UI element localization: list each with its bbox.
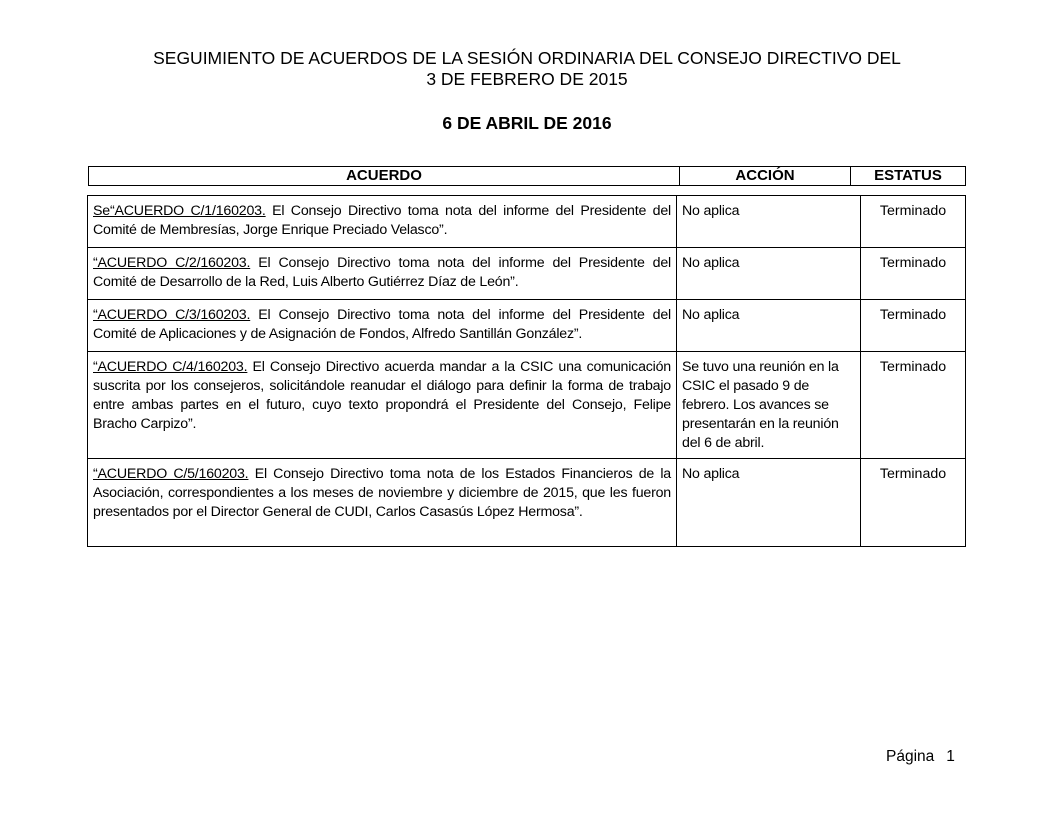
acuerdo-text: El Consejo Directivo toma nota del informe del Presidente del Comité de Membresías, Jorge Enrique Preciado Velasco”.	[93, 203, 671, 238]
acuerdo-cell	[88, 352, 677, 459]
accion-cell: No aplica	[677, 196, 861, 248]
acuerdo-cell	[88, 248, 677, 300]
acuerdo-text: El Consejo Directivo toma nota del informe del Presidente del Comité de Desarrollo de la Red, Luis Alberto Gutiérrez Díaz de León”.	[93, 255, 671, 290]
table-row	[88, 196, 966, 248]
acuerdo-cell	[88, 459, 677, 547]
document-title	[0, 48, 1054, 90]
table-row	[88, 248, 966, 300]
acuerdo-cell	[88, 300, 677, 352]
page-label: Página	[886, 748, 935, 765]
acuerdo-ref: “ACUERDO C/4/160203.	[93, 359, 248, 375]
acuerdo-text: El Consejo Directivo acuerda mandar a la CSIC una comunicación suscrita por los consejeros, solicitándole reanudar el diálogo para definir la forma de trabajo entre ambas partes en el futuro, cuyo texto propondrá el Presidente del Consejo, Felipe Bracho Carpizo”.	[93, 359, 671, 432]
accion-cell: No aplica	[677, 300, 861, 352]
table-header	[88, 166, 966, 186]
table-row	[88, 352, 966, 459]
estatus-cell: Terminado	[861, 196, 966, 248]
page-number	[886, 748, 955, 766]
table-row	[88, 300, 966, 352]
document-date: 6 DE ABRIL DE 2016	[442, 113, 612, 133]
acuerdos-table	[87, 195, 966, 547]
header-estatus: ESTATUS	[874, 167, 942, 184]
acuerdo-text: El Consejo Directivo toma nota del informe del Presidente del Comité de Aplicaciones y de Asignación de Fondos, Alfredo Santillán González”.	[93, 307, 671, 342]
acuerdo-ref: “ACUERDO C/3/160203.	[93, 307, 251, 323]
accion-cell: Se tuvo una reunión en la CSIC el pasado 9 de febrero. Los avances se presentarán en la reunión del 6 de abril.	[677, 352, 861, 459]
header-acuerdo: ACUERDO	[89, 167, 680, 185]
estatus-cell: Terminado	[861, 248, 966, 300]
acuerdo-ref: Se“ACUERDO C/1/160203.	[93, 203, 266, 219]
accion-cell: No aplica	[677, 248, 861, 300]
title-line-1: SEGUIMIENTO DE ACUERDOS DE LA SESIÓN ORDINARIA DEL CONSEJO DIRECTIVO DEL	[153, 48, 901, 68]
acuerdo-ref: “ACUERDO C/2/160203.	[93, 255, 251, 271]
acuerdo-ref: “ACUERDO C/5/160203.	[93, 466, 249, 482]
estatus-cell: Terminado	[861, 459, 966, 547]
page-number-value: 1	[946, 748, 955, 765]
accion-cell: No aplica	[677, 459, 861, 547]
estatus-cell: Terminado	[861, 352, 966, 459]
table-row	[88, 459, 966, 547]
title-line-2: 3 DE FEBRERO DE 2015	[426, 69, 628, 89]
acuerdo-cell	[88, 196, 677, 248]
acuerdo-text: El Consejo Directivo toma nota de los Estados Financieros de la Asociación, correspondientes a los meses de noviembre y diciembre de 2015, que les fueron presentados por el Director General de CUDI, Carlos Casasús López Hermosa”.	[93, 466, 671, 520]
estatus-cell: Terminado	[861, 300, 966, 352]
header-accion: ACCIÓN	[680, 167, 851, 185]
